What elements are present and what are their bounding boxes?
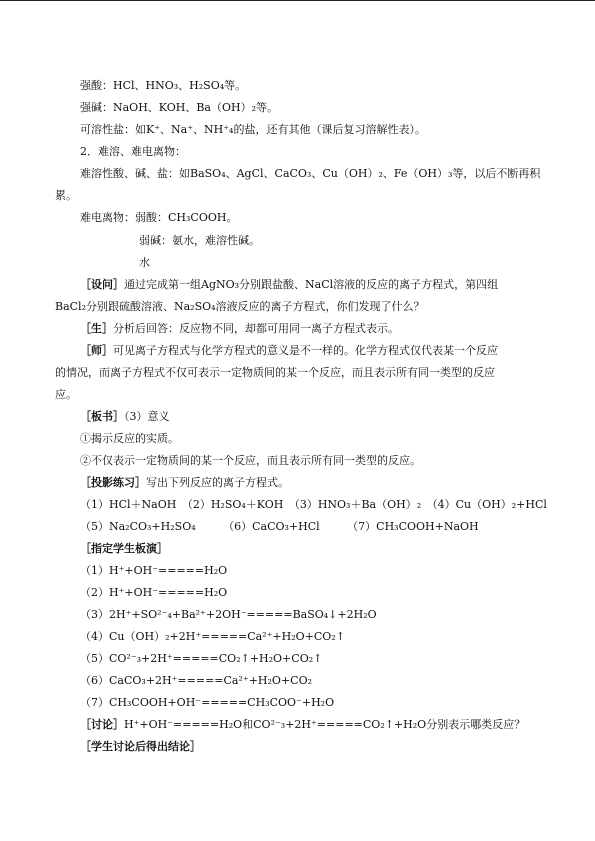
question-line: ［设问］通过完成第一组AgNO₃分别跟盐酸、NaCl溶液的反应的离子方程式，第四组 — [80, 278, 499, 291]
text-line: 弱碱：氨水，难溶性碱。 — [139, 234, 260, 247]
text-line: 可溶性盐：如K⁺、Na⁺、NH⁺₄的盐，还有其他（课后复习溶解性表）。 — [80, 123, 426, 136]
equation-line: （5）CO²⁻₃+2H⁺=====CO₂↑+H₂O+CO₂↑ — [80, 652, 323, 665]
text-line: 2．难溶、难电离物： — [80, 145, 186, 158]
text-line: 强酸：HCl、HNO₃、H₂SO₄等。 — [80, 79, 247, 92]
text-line: 累。 — [55, 189, 77, 202]
text-line: ①揭示反应的实质。 — [80, 432, 179, 445]
equation-line: （4）Cu（OH）₂+2H⁺=====Ca²⁺+H₂O+CO₂↑ — [80, 630, 345, 643]
tag-taolun: ［讨论］ — [80, 718, 124, 731]
tag-sheng: ［生］ — [80, 322, 113, 335]
text-line: 水 — [139, 256, 150, 269]
text-line: 难溶性酸、碱、盐：如BaSO₄、AgCl、CaCO₃、Cu（OH）₂、Fe（OH）₃等，以后不断再积 — [80, 167, 541, 180]
board-line: ［板书］（3）意义 — [80, 410, 170, 423]
equation-line: （7）CH₃COOH+OH⁻=====CH₃COO⁻+H₂O — [80, 696, 335, 709]
student-line: ［生］分析后回答：反应物不同，却都可用同一离子方程式表示。 — [80, 322, 399, 335]
equation-line: （1）H⁺+OH⁻=====H₂O — [80, 564, 228, 577]
equation-line: （3）2H⁺+SO²⁻₄+Ba²⁺+2OH⁻=====BaSO₄↓+2H₂O — [80, 608, 377, 621]
tag-shi: ［师］ — [80, 344, 113, 357]
discussion-line: ［讨论］H⁺+OH⁻=====H₂O和CO²⁻₃+2H⁺=====CO₂↑+H₂O分别表示哪类反应？ — [80, 718, 526, 731]
tag-banshu: ［板书］ — [80, 410, 124, 423]
equation-line: （2）H⁺+OH⁻=====H₂O — [80, 586, 228, 599]
text-line: 的情况，而离子方程式不仅可表示一定物质间的某一个反应，而且表示所有同一类型的反应 — [55, 366, 495, 379]
text-line: （5）Na₂CO₃+H₂SO₄ （6）CaCO₃+HCl （7）CH₃COOH+NaOH — [80, 520, 479, 533]
text-line: 强碱：NaOH、KOH、Ba（OH）₂等。 — [80, 101, 278, 114]
text-line: 应。 — [55, 388, 77, 401]
tag-touying: ［投影练习］ — [80, 476, 146, 489]
text-line: （1）HCl＋NaOH （2）H₂SO₄＋KOH （3）HNO₃＋Ba（OH）₂ （4）Cu（OH）₂+HCl — [80, 498, 547, 511]
text-line: ②不仅表示一定物质间的某一个反应，而且表示所有同一类型的反应。 — [80, 454, 421, 467]
tag-sheweng: ［设问］ — [80, 278, 124, 291]
text-line: BaCl₂分别跟硫酸溶液、Na₂SO₄溶液反应的离子方程式，你们发现了什么？ — [55, 300, 425, 313]
teacher-line: ［师］可见离子方程式与化学方程式的意义是不一样的。化学方程式仅代表某一个反应 — [80, 344, 498, 357]
tag-zhiding: ［指定学生板演］ — [80, 542, 168, 555]
text-line: 难电离物：弱酸：CH₃COOH。 — [80, 211, 238, 224]
equation-line: （6）CaCO₃+2H⁺=====Ca²⁺+H₂O+CO₂ — [80, 674, 313, 687]
tag-jielun: ［学生讨论后得出结论］ — [80, 740, 201, 753]
exercise-line: ［投影练习］写出下列反应的离子方程式。 — [80, 476, 289, 489]
